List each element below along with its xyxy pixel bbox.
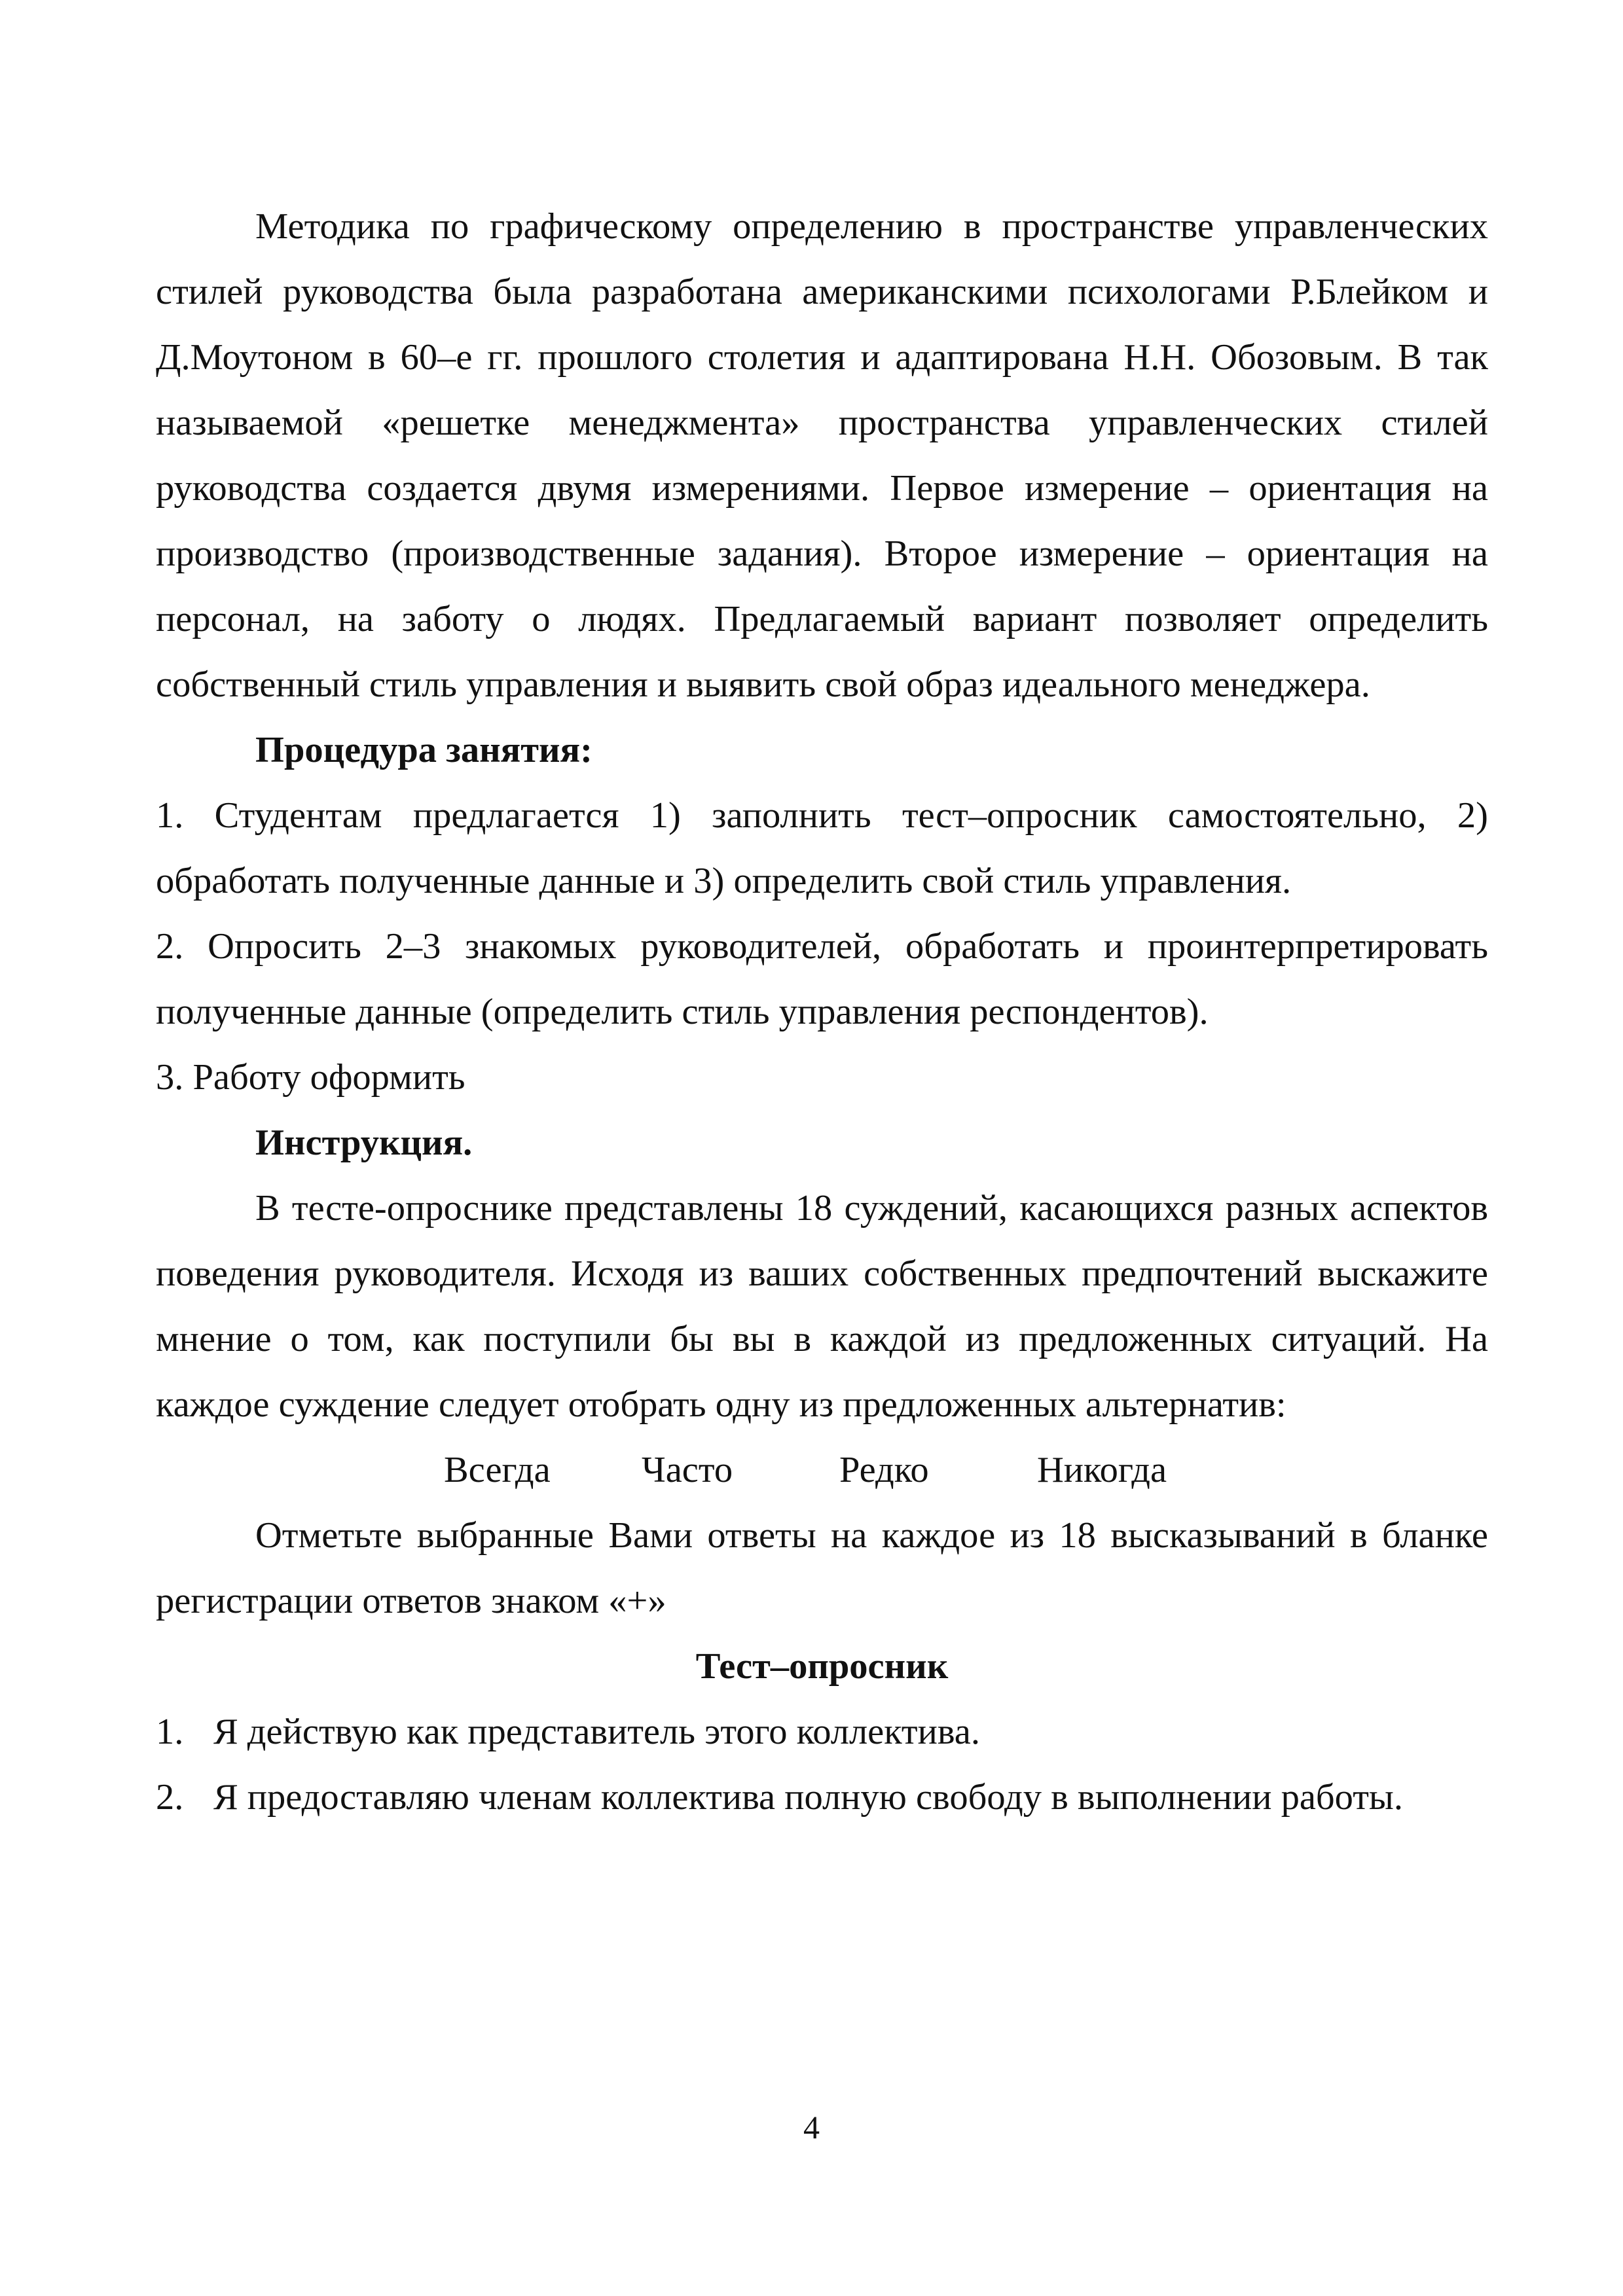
test-item-text: Я действую как представитель этого коллектива.	[213, 1712, 980, 1752]
document-page	[156, 194, 1488, 1830]
instruction-note: Отметьте выбранные Вами ответы на каждое из 18 высказываний в бланке регистрации ответов знаком «+»	[156, 1515, 1488, 1621]
test-item	[156, 1699, 1488, 1765]
test-item-text: Я предоставляю членам коллектива полную свободу в выполнении работы.	[213, 1777, 1403, 1818]
intro-paragraph: Методика по графическому определению в пространстве управленческих стилей руководства была разработана американскими психологами Р.Блейком и Д.Моутоном в 60–е гг. прошлого столетия и адаптирована Н.Н. Обозовым. В так называемой «решетке менеджмента» пространства управленческих стилей руководства создается двумя измерениями. Первое измерение – ориентация на производство (производственные задания). Второе измерение – ориентация на персонал, на заботу о людях. Предлагаемый вариант позволяет определить собственный стиль управления и выявить свой образ идеального менеджера.	[156, 206, 1488, 705]
alternative-often: Часто	[642, 1450, 733, 1490]
alternative-rarely: Редко	[839, 1450, 929, 1490]
test-item-number: 1.	[156, 1712, 184, 1752]
procedure-heading: Процедура занятия:	[255, 730, 593, 770]
alternatives-row	[156, 1437, 1488, 1503]
instruction-text: В тесте-опроснике представлены 18 суждений, касающихся разных аспектов поведения руководителя. Исходя из ваших собственных предпочтений выскажите мнение о том, как поступили бы вы в каждой из предложенных ситуаций. На каждое суждение следует отобрать одну из предложенных альтернатив:	[156, 1188, 1488, 1425]
alternative-always: Всегда	[444, 1450, 551, 1490]
instruction-heading: Инструкция.	[255, 1122, 473, 1163]
test-title: Тест–опросник	[695, 1646, 949, 1687]
test-item	[156, 1765, 1488, 1830]
test-item-number: 2.	[156, 1777, 184, 1818]
page-number: 4	[803, 2109, 820, 2145]
procedure-step-3: 3. Работу оформить	[156, 1057, 465, 1098]
procedure-step-2: 2. Опросить 2–3 знакомых руководителей, обработать и проинтерпретировать полученные данные (определить стиль управления респондентов).	[156, 926, 1488, 1032]
procedure-step-1: 1. Студентам предлагается 1) заполнить тест–опросник самостоятельно, 2) обработать полученные данные и 3) определить свой стиль управления.	[156, 795, 1488, 901]
alternative-never: Никогда	[1037, 1450, 1167, 1490]
